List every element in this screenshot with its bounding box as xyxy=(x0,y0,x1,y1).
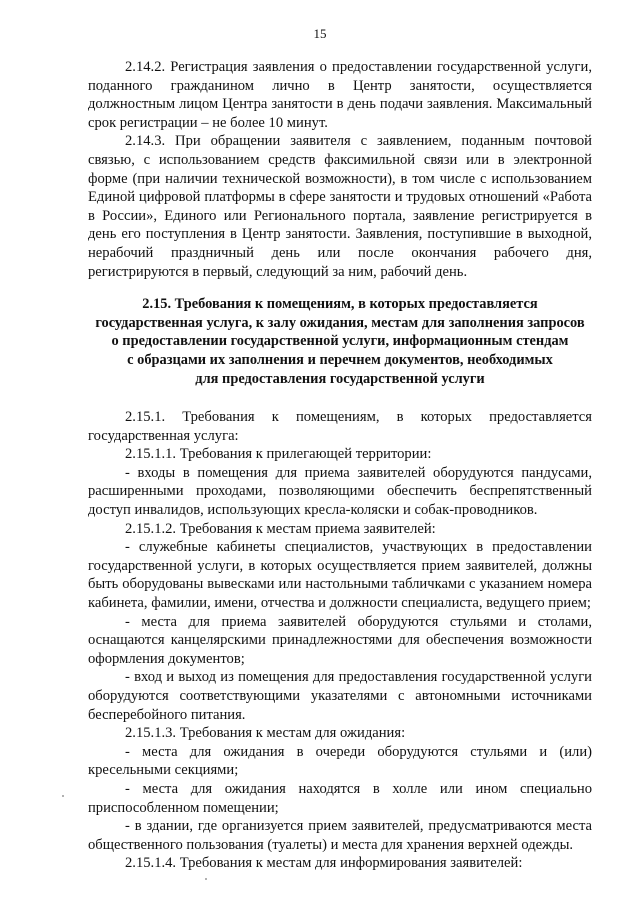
list-item-public-facilities: - в здании, где организуется прием заявителей, предусматриваются места общественного пользования (туалеты) и места для хранения верхней одежды. xyxy=(88,818,592,853)
list-item-waiting-chairs: - места для ожидания в очереди оборудуются стульями и (или) кресельными секциями; xyxy=(88,743,592,779)
list-item-waiting-hall: - места для ожидания находятся в холле или ином специально приспособленном помещении; xyxy=(88,780,592,816)
heading-line: государственная услуга, к залу ожидания, местам для заполнения запросов xyxy=(95,314,585,331)
heading-line: 2.15. Требования к помещениям, в которых предоставляется xyxy=(142,296,538,313)
list-item-entrances: - входы в помещения для приема заявителей оборудуются пандусами, расширенными проходами, позволяющими обеспечить беспрепятственный доступ инвалидов, использующих кресла-коляски и собак-проводников. xyxy=(88,464,592,519)
paragraph-2-15-1-4: 2.15.1.4. Требования к местам для информирования заявителей: xyxy=(125,855,523,872)
heading-line: для предоставления государственной услуги xyxy=(195,370,485,387)
heading-line: с образцами их заполнения и перечнем документов, необходимых xyxy=(127,351,553,368)
list-item-offices: - служебные кабинеты специалистов, участвующих в предоставлении государственной услуги, в которых осуществляется прием заявителей, должны быть оборудованы вывесками или настольными табличками с указанием номера кабинета, фамилии, имени, отчества и должности специалиста, ведущего прием; xyxy=(88,539,592,612)
paragraph-2-15-1: 2.15.1. Требования к помещениям, в которых предоставляется государственная услуга: xyxy=(88,409,592,444)
paragraph-2-15-1-2: 2.15.1.2. Требования к местам приема заявителей: xyxy=(125,520,436,537)
paragraph-2-14-3: 2.14.3. При обращении заявителя с заявлением, поданным почтовой связью, с использованием средств факсимильной связи или в электронной форме (при наличии технической возможности), в том числе с использованием Единой цифровой платформы в сфере занятости и трудовых отношений «Работа в России», Единого или Регионального портала, заявление регистрируется в день его поступления в Центр занятости. Заявления, поступившие в выходной, нерабочий праздничный день или после окончания рабочего дня, регистрируются в первый, следующий за ним, рабочий день. xyxy=(88,133,592,280)
paragraph-2-15-1-1: 2.15.1.1. Требования к прилегающей территории: xyxy=(125,446,432,463)
list-item-reception-places: - места для приема заявителей оборудуются стульями и столами, оснащаются канцелярскими принадлежностями для обеспечения возможности оформления документов; xyxy=(88,613,592,667)
section-heading-2-15 xyxy=(88,295,592,388)
scan-speck xyxy=(62,795,64,797)
page-number: 15 xyxy=(313,26,327,41)
document-body xyxy=(88,58,592,873)
list-item-entry-exit: - вход и выход из помещения для предоставления государственной услуги оборудуются соответствующими указателями с автономными источниками бесперебойного питания. xyxy=(88,669,592,723)
scan-speck xyxy=(205,878,207,880)
paragraph-2-14-2: 2.14.2. Регистрация заявления о предоставлении государственной услуги, поданного гражданином лично в Центр занятости, осуществляется должностным лицом Центра занятости в день подачи заявления. Максимальный срок регистрации – не более 10 минут. xyxy=(88,59,592,131)
heading-line: о предоставлении государственной услуги, информационным стендам xyxy=(111,333,569,350)
paragraph-2-15-1-3: 2.15.1.3. Требования к местам для ожидания: xyxy=(125,725,406,742)
